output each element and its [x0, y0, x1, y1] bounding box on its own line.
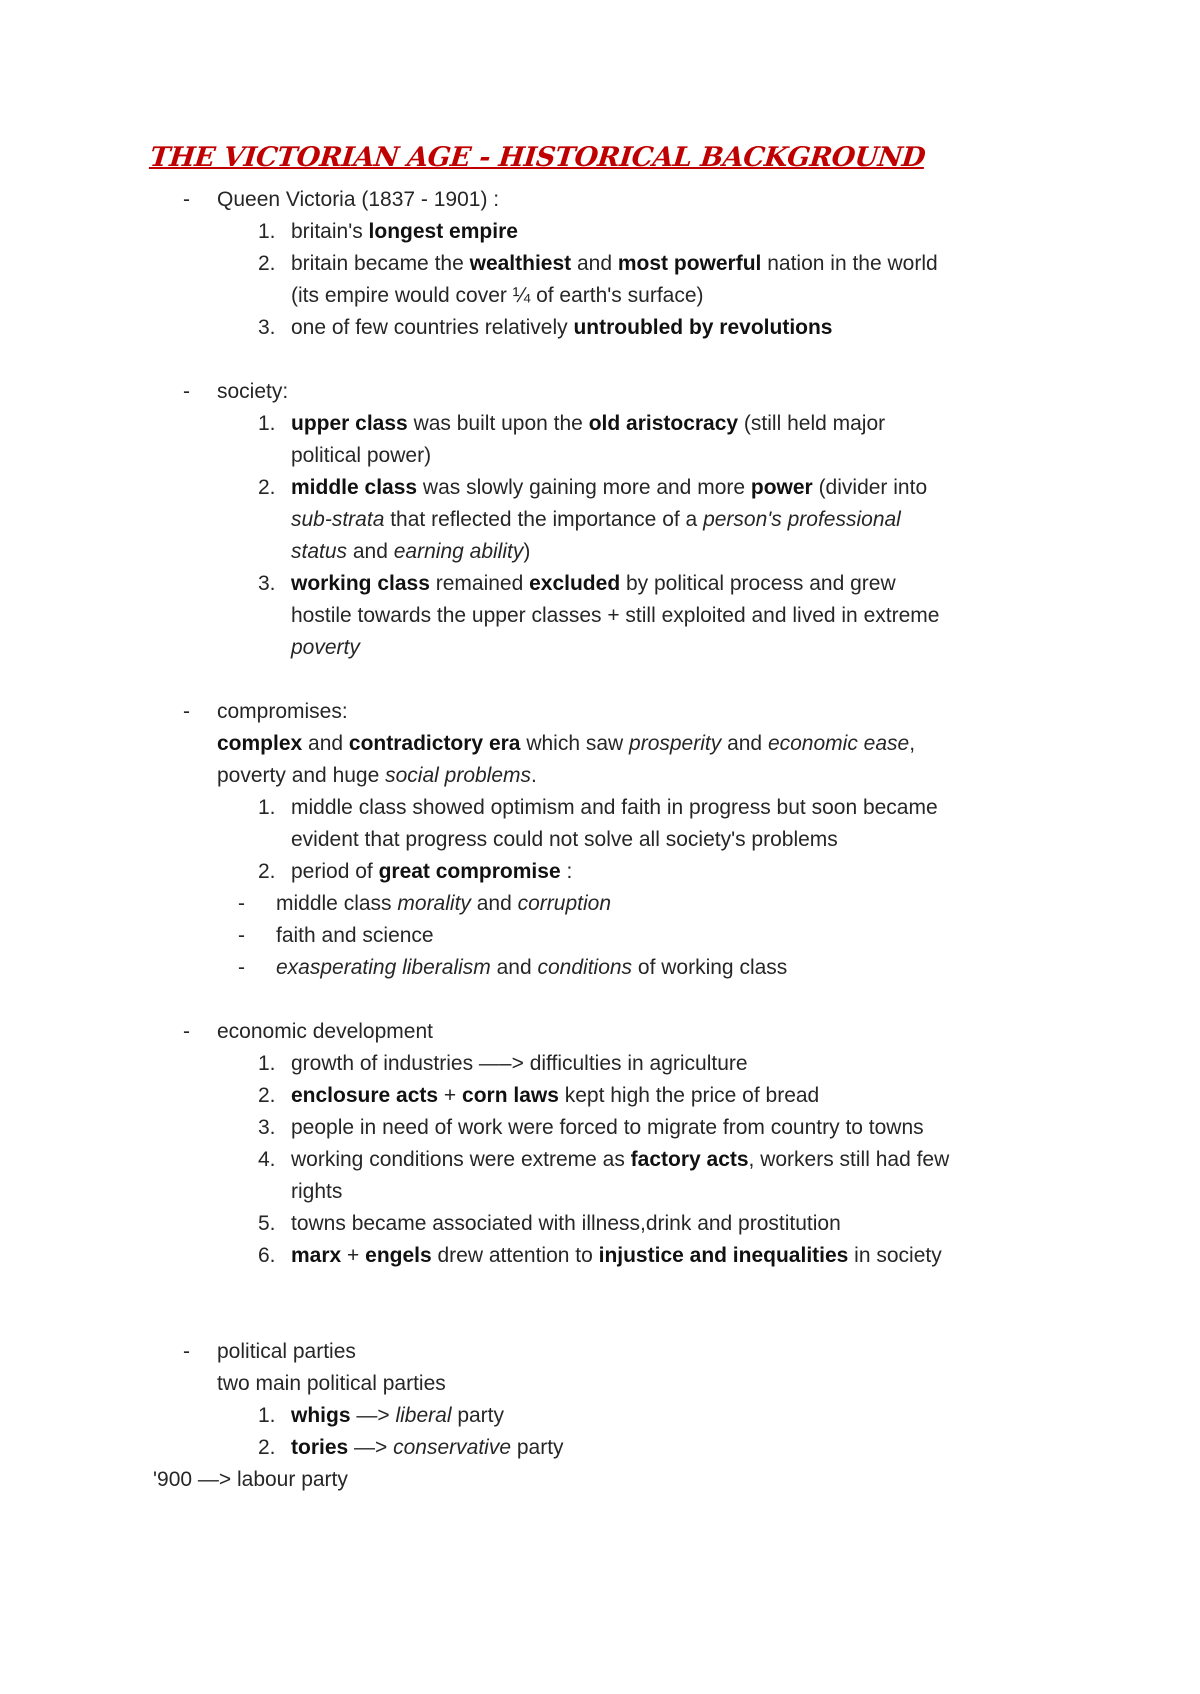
list-item: enclosure acts + corn laws kept high the price of bread	[291, 1084, 820, 1107]
list-item: tories —> conservative party	[291, 1436, 564, 1459]
list-number: 1.	[258, 220, 276, 243]
list-number: 5.	[258, 1212, 276, 1235]
list-item: middle class was slowly gaining more and more power (divider into	[291, 476, 928, 499]
list-item-continuation: political power)	[291, 444, 432, 467]
page-title: THE VICTORIAN AGE - HISTORICAL BACKGROUND	[148, 142, 927, 173]
bullet-dash: -	[183, 188, 190, 211]
list-item: middle class showed optimism and faith in progress but soon became	[291, 796, 938, 819]
list-number: 2.	[258, 1084, 276, 1107]
section-heading-political-parties: political parties	[217, 1340, 356, 1363]
list-item: working conditions were extreme as factory acts, workers still had few	[291, 1148, 950, 1171]
list-item: period of great compromise :	[291, 860, 573, 883]
paragraph-line: two main political parties	[217, 1372, 446, 1395]
section-heading-compromises: compromises:	[217, 700, 348, 723]
sub-bullet-item: middle class morality and corruption	[276, 892, 612, 915]
list-item-continuation: poverty	[291, 636, 360, 659]
list-number: 2.	[258, 476, 276, 499]
bullet-dash: -	[238, 892, 245, 915]
paragraph-line: poverty and huge social problems.	[217, 764, 537, 787]
list-number: 1.	[258, 412, 276, 435]
list-item: working class remained excluded by political process and grew	[291, 572, 896, 595]
list-item: britain became the wealthiest and most powerful nation in the world	[291, 252, 938, 275]
list-number: 4.	[258, 1148, 276, 1171]
section-heading-queen-victoria: Queen Victoria (1837 - 1901) :	[217, 188, 500, 211]
list-item: one of few countries relatively untroubled by revolutions	[291, 316, 833, 339]
list-number: 6.	[258, 1244, 276, 1267]
list-item-continuation: (its empire would cover ¼ of earth's surface)	[291, 284, 704, 307]
list-number: 2.	[258, 860, 276, 883]
list-item: towns became associated with illness,drink and prostitution	[291, 1212, 841, 1235]
list-number: 3.	[258, 316, 276, 339]
list-item-continuation: sub-strata that reflected the importance of a person's professional	[291, 508, 901, 531]
list-item: britain's longest empire	[291, 220, 518, 243]
bullet-dash: -	[238, 956, 245, 979]
list-number: 2.	[258, 1436, 276, 1459]
list-number: 1.	[258, 1404, 276, 1427]
list-item: upper class was built upon the old aristocracy (still held major	[291, 412, 886, 435]
section-heading-society: society:	[217, 380, 289, 403]
list-item: growth of industries —–> difficulties in agriculture	[291, 1052, 748, 1075]
list-item-continuation: status and earning ability)	[291, 540, 531, 563]
sub-bullet-item: exasperating liberalism and conditions of working class	[276, 956, 788, 979]
paragraph-line: '900 —> labour party	[153, 1468, 348, 1491]
bullet-dash: -	[238, 924, 245, 947]
list-item: marx + engels drew attention to injustice and inequalities in society	[291, 1244, 942, 1267]
paragraph-line: complex and contradictory era which saw prosperity and economic ease,	[217, 732, 916, 755]
list-item-continuation: evident that progress could not solve all society's problems	[291, 828, 838, 851]
list-item-continuation: hostile towards the upper classes + still exploited and lived in extreme	[291, 604, 940, 627]
list-number: 3.	[258, 1116, 276, 1139]
list-number: 2.	[258, 252, 276, 275]
bullet-dash: -	[183, 700, 190, 723]
list-item: whigs —> liberal party	[291, 1404, 505, 1427]
list-number: 1.	[258, 796, 276, 819]
list-item-continuation: rights	[291, 1180, 343, 1203]
section-heading-economic-development: economic development	[217, 1020, 433, 1043]
sub-bullet-item: faith and science	[276, 924, 434, 947]
list-number: 3.	[258, 572, 276, 595]
bullet-dash: -	[183, 1020, 190, 1043]
list-number: 1.	[258, 1052, 276, 1075]
list-item: people in need of work were forced to migrate from country to towns	[291, 1116, 924, 1139]
bullet-dash: -	[183, 1340, 190, 1363]
bullet-dash: -	[183, 380, 190, 403]
